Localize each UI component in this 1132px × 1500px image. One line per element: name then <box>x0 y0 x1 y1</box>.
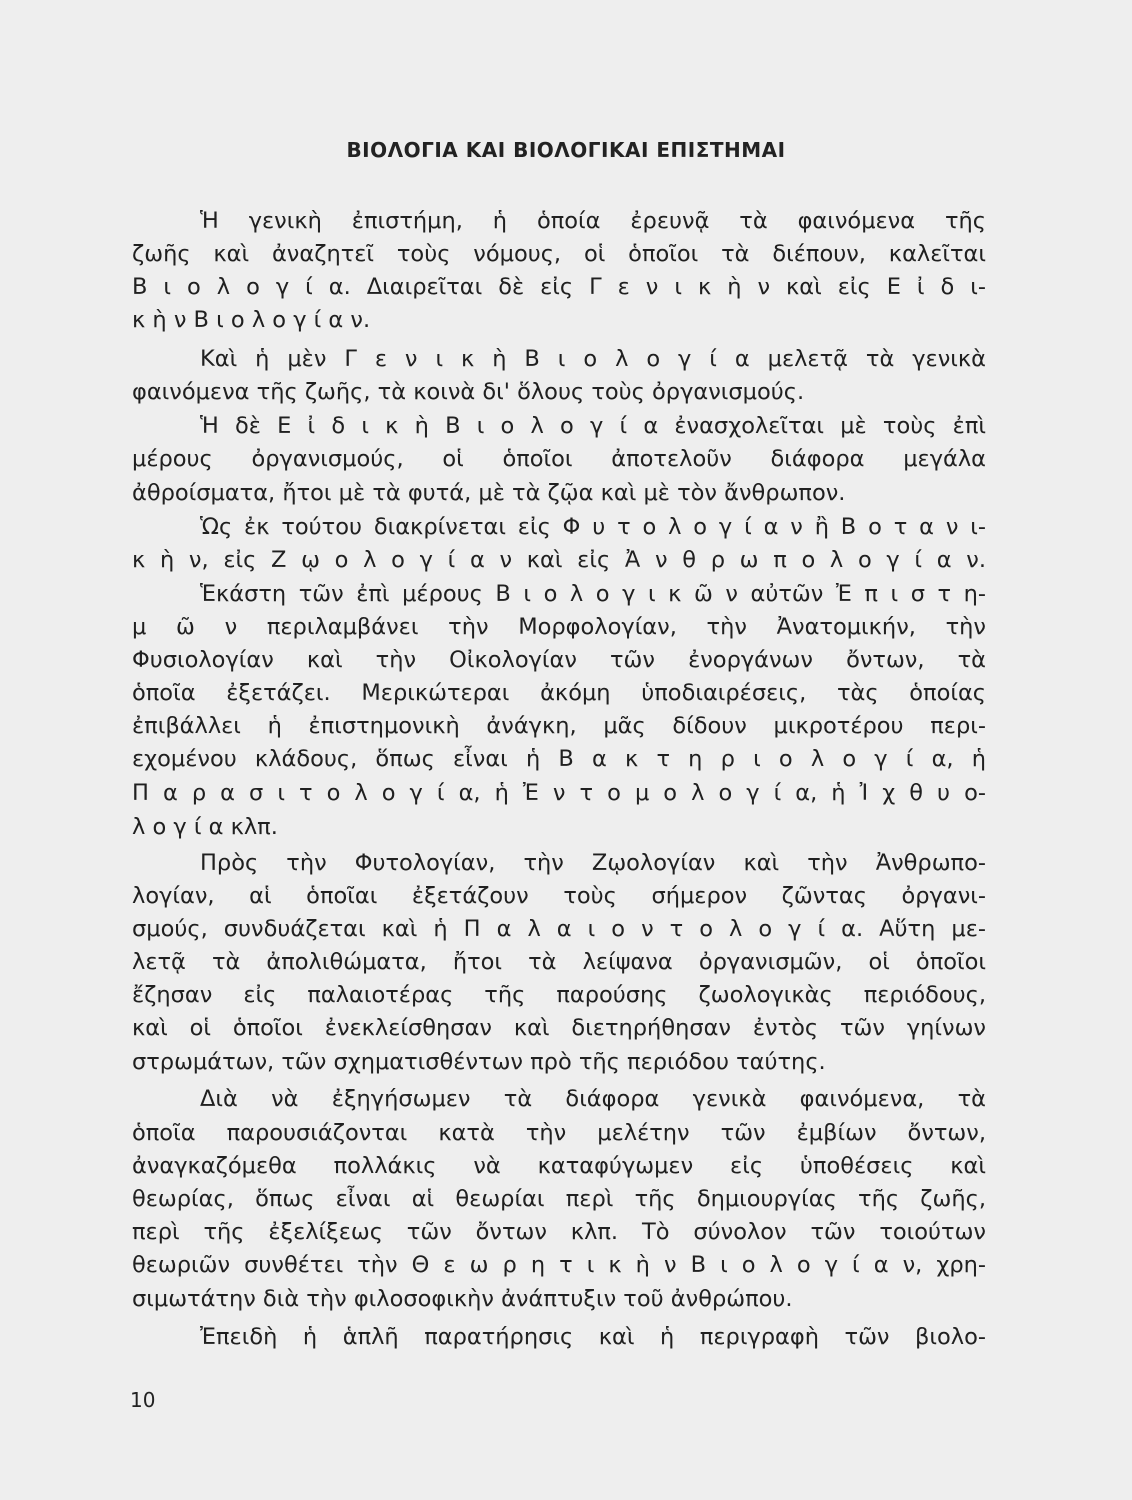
text-line: ἐπιβάλλει ἡ ἐπιστημονικὴ ἀνάγκη, μᾶς δίδουν μικροτέρου περι- <box>132 713 986 739</box>
page-number: 10 <box>130 1388 156 1412</box>
text-line: μέρους ὀργανισμούς, οἱ ὁποῖοι ἀποτελοῦν διάφορα μεγάλα <box>132 446 986 472</box>
text-line: ὁποῖα παρουσιάζονται κατὰ τὴν μελέτην τῶν ἐμβίων ὄντων, <box>132 1120 986 1146</box>
text-line: θεωριῶν συνθέτει τὴν Θ ε ω ρ η τ ι κ ὴ ν Β ι ο λ ο γ ί α ν, χρη- <box>132 1252 986 1278</box>
text-line: ἔζησαν εἰς παλαιοτέρας τῆς παρούσης ζωολογικὰς περιόδους, <box>132 982 986 1008</box>
text-line: Φυσιολογίαν καὶ τὴν Οἰκολογίαν τῶν ἐνοργάνων ὄντων, τὰ <box>132 647 986 673</box>
text-line: μ ῶ ν περιλαμβάνει τὴν Μορφολογίαν, τὴν Ἀνατομικήν, τὴν <box>132 614 986 640</box>
text-line: Πρὸς τὴν Φυτολογίαν, τὴν Ζῳολογίαν καὶ τὴν Ἀνθρωπο- <box>200 850 986 876</box>
text-line: Καὶ ἡ μὲν Γ ε ν ι κ ὴ Β ι ο λ ο γ ί α μελετᾷ τὰ γενικὰ <box>200 346 986 372</box>
text-line: Ἡ δὲ Ε ἰ δ ι κ ὴ Β ι ο λ ο γ ί α ἐνασχολεῖται μὲ τοὺς ἐπὶ <box>200 413 986 439</box>
text-line: περὶ τῆς ἐξελίξεως τῶν ὄντων κλπ. Τὸ σύνολον τῶν τοιούτων <box>132 1219 986 1245</box>
text-line: Διὰ νὰ ἐξηγήσωμεν τὰ διάφορα γενικὰ φαινόμενα, τὰ <box>200 1086 986 1112</box>
page-heading: ΒΙΟΛΟΓΙΑ ΚΑΙ ΒΙΟΛΟΓΙΚΑΙ ΕΠΙΣΤΗΜΑΙ <box>346 138 786 162</box>
text-line: λετᾷ τὰ ἀπολιθώματα, ἤτοι τὰ λείψανα ὀργανισμῶν, οἱ ὁποῖοι <box>132 949 986 975</box>
text-line: Ὡς ἐκ τούτου διακρίνεται εἰς Φ υ τ ο λ ο γ ί α ν ἢ Β ο τ α ν ι- <box>200 514 986 540</box>
text-line: Ἑκάστη τῶν ἐπὶ μέρους Β ι ο λ ο γ ι κ ῶ ν αὐτῶν Ἐ π ι σ τ η- <box>200 581 986 607</box>
text-line: Π α ρ α σ ι τ ο λ ο γ ί α, ἡ Ἐ ν τ ο μ ο λ ο γ ί α, ἡ Ἰ χ θ υ ο- <box>132 780 986 806</box>
text-line: κ ὴ ν Β ι ο λ ο γ ί α ν. <box>132 307 371 333</box>
text-line: Ἡ γενικὴ ἐπιστήμη, ἡ ὁποία ἐρευνᾷ τὰ φαινόμενα τῆς <box>200 208 986 234</box>
text-line: Ἐπειδὴ ἡ ἁπλῆ παρατήρησις καὶ ἡ περιγραφὴ τῶν βιολο- <box>200 1324 986 1350</box>
text-line: ἀθροίσματα, ἤτοι μὲ τὰ φυτά, μὲ τὰ ζῷα καὶ μὲ τὸν ἄνθρωπον. <box>132 480 846 506</box>
text-line: εχομένου κλάδους, ὅπως εἶναι ἡ Β α κ τ η ρ ι ο λ ο γ ί α, ἡ <box>132 746 986 772</box>
text-line: θεωρίας, ὅπως εἶναι αἱ θεωρίαι περὶ τῆς δημιουργίας τῆς ζωῆς, <box>132 1186 986 1212</box>
text-line: Β ι ο λ ο γ ί α. Διαιρεῖται δὲ εἰς Γ ε ν ι κ ὴ ν καὶ εἰς Ε ἰ δ ι- <box>132 274 986 300</box>
text-line: σμούς, συνδυάζεται καὶ ἡ Π α λ α ι ο ν τ ο λ ο γ ί α. Αὕτη με- <box>132 916 986 942</box>
text-line: λογίαν, αἱ ὁποῖαι ἐξετάζουν τοὺς σήμερον ζῶντας ὀργανι- <box>132 883 986 909</box>
text-line: καὶ οἱ ὁποῖοι ἐνεκλείσθησαν καὶ διετηρήθησαν ἐντὸς τῶν γηίνων <box>132 1015 986 1041</box>
text-line: ἀναγκαζόμεθα πολλάκις νὰ καταφύγωμεν εἰς ὑποθέσεις καὶ <box>132 1153 986 1179</box>
text-line: ὁποῖα ἐξετάζει. Μερικώτεραι ἀκόμη ὑποδιαιρέσεις, τὰς ὁποίας <box>132 680 986 706</box>
text-line: φαινόμενα τῆς ζωῆς, τὰ κοινὰ δι' ὅλους τοὺς ὀργανισμούς. <box>132 379 805 405</box>
text-line: λ ο γ ί α κλπ. <box>132 814 278 840</box>
text-line: κ ὴ ν, εἰς Ζ ῳ ο λ ο γ ί α ν καὶ εἰς Ἀ ν θ ρ ω π ο λ ο γ ί α ν. <box>132 547 986 573</box>
text-line: ζωῆς καὶ ἀναζητεῖ τοὺς νόμους, οἱ ὁποῖοι τὰ διέπουν, καλεῖται <box>132 241 986 267</box>
text-line: στρωμάτων, τῶν σχηματισθέντων πρὸ τῆς περιόδου ταύτης. <box>132 1049 826 1075</box>
text-line: σιμωτάτην διὰ τὴν φιλοσοφικὴν ἀνάπτυξιν τοῦ ἀνθρώπου. <box>132 1286 793 1312</box>
